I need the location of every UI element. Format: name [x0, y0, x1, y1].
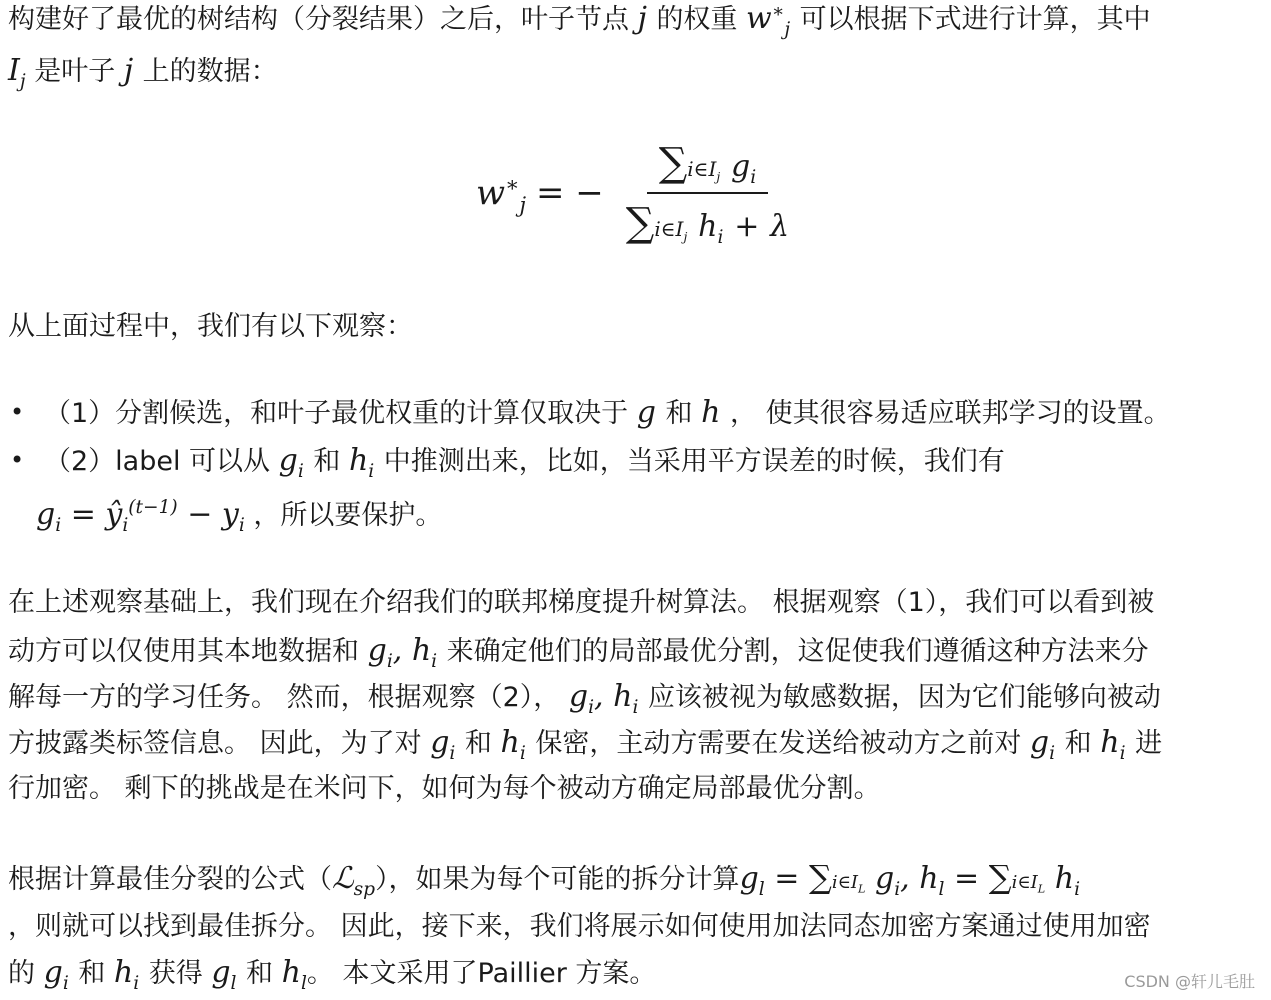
math-gradient-formula: $g_i$ = $ŷ_i^{(t-1)} - y_i$ — [36, 497, 245, 536]
bullet-1: （1）分割候选，和叶子最优权重的计算仅取决于 g 和 h ， 使其很容易适应联邦学习的设置。 — [44, 395, 1171, 430]
math-I-j: $I_j$ — [8, 53, 26, 92]
math-w-star-j: $w^∗_j$ — [746, 1, 791, 40]
paragraph-4-line-3: 的 $g_i$ 和 $h_i$ 获得 $g_l$ 和 $h_l$。 本文采用了Paillier 方案。 — [8, 955, 657, 994]
paragraph-3-line-3: 解每一方的学习任务。 然而，根据观察（2）， $g_i$, $h_i$ 应该被视为敏感数据，因为它们能够向被动 — [8, 679, 1161, 718]
math-split-sums: $g_l$ = $\sum i\in I_L$ $g_i$, $h_l$ = $\sum i\in I_L$ $h_i$ — [739, 858, 1081, 900]
weight-formula: $w^∗_j$ = − $\frac{\sum i\in I_j g_i}{\sum i\in I_j h_i + \lambda}$ — [476, 128, 793, 258]
csdn-watermark: CSDN @轩儿毛肚 — [1124, 972, 1255, 991]
paragraph-4-line-1: 根据计算最佳分裂的公式（ℒ$_{sp}$），如果为每个可能的拆分计算$g_l$ = $\sum i\in I_L$ $g_i$, $h_l$ = $\sum i\in I_L$ $h_i$ — [8, 858, 1081, 900]
paragraph-4-line-2: ，则就可以找到最佳拆分。 因此，接下来，我们将展示如何使用加法同态加密方案通过使用加密 — [8, 911, 1151, 942]
paragraph-intro-line-1: 构建好了最优的树结构（分裂结果）之后，叶子节点 j 的权重 $w^∗_j$ 可以根据下式进行计算，其中 — [8, 1, 1151, 40]
paragraph-3-line-4: 方披露类标签信息。 因此，为了对 $g_i$ 和 $h_i$ 保密，主动方需要在发送给被动方之前对 $g_i$ 和 $h_i$ 进 — [8, 725, 1163, 764]
bullet-dot: • — [10, 446, 25, 474]
paragraph-3-line-5: 行加密。 剩下的挑战是在米问下，如何为每个被动方确定局部最优分割。 — [8, 773, 881, 804]
formula-fraction: $\frac{\sum i\in I_j g_i}{\sum i\in I_j h_i + \lambda}$ — [625, 140, 790, 248]
paragraph-intro-line-2: $I_j$ 是叶子 j 上的数据： — [8, 53, 278, 92]
bullet-2-line-2: $g_i$ = $ŷ_i^{(t-1)} - y_i$ ，所以要保护。 — [36, 497, 443, 536]
bullet-dot: • — [10, 398, 25, 426]
bullet-2-line-1: （2）label 可以从 $g_i$ 和 $h_i$ 中推测出来，比如，当采用平方误差的时候，我们有 — [44, 443, 1005, 482]
paragraph-observation: 从上面过程中，我们有以下观察： — [8, 311, 413, 342]
math-j: j — [637, 1, 657, 36]
paragraph-3-line-1: 在上述观察基础上，我们现在介绍我们的联邦梯度提升树算法。 根据观察（1），我们可以看到被 — [8, 587, 1155, 618]
math-L-sp: ℒ$_{sp}$ — [332, 861, 376, 900]
paragraph-3-line-2: 动方可以仅使用其本地数据和 $g_i$, $h_i$ 来确定他们的局部最优分割，这促使我们遵循这种方法来分 — [8, 633, 1149, 672]
